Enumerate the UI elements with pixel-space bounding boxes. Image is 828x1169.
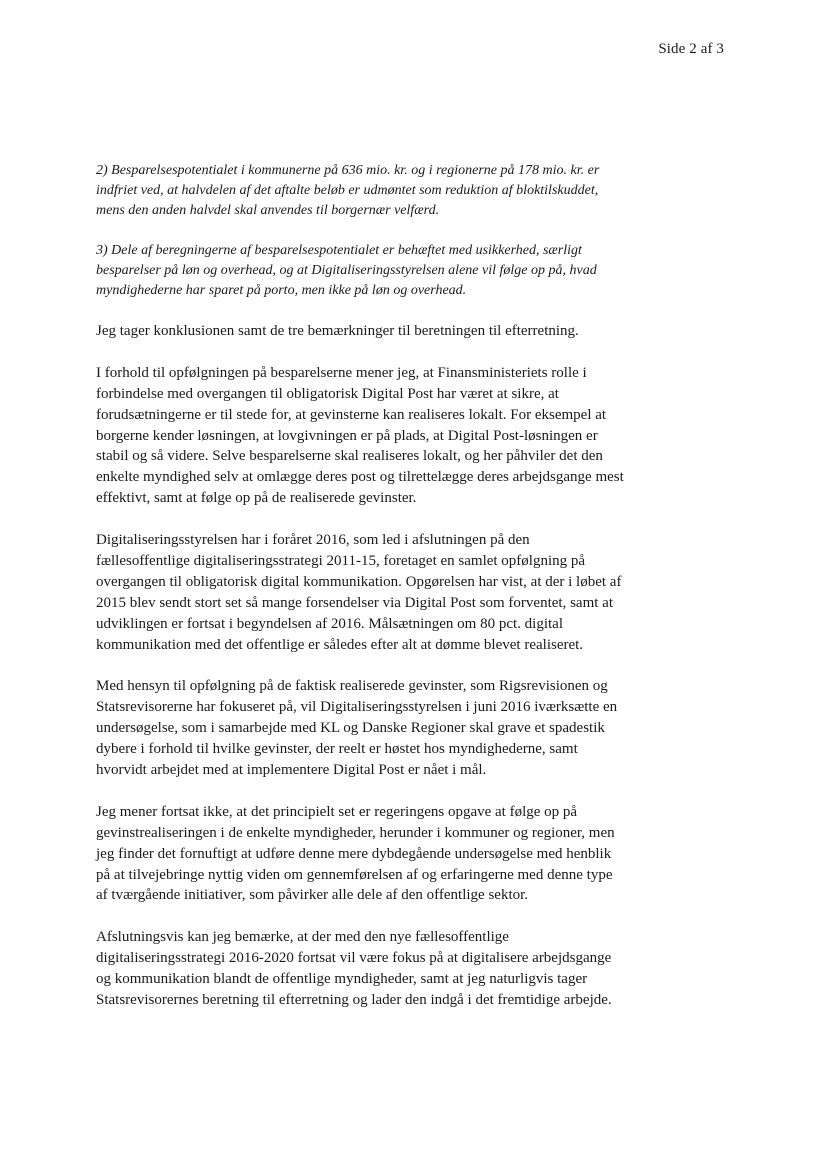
- paragraph-digitalization-agency: Digitaliseringsstyrelsen har i foråret 2016, som led i afslutningen på den fællesoffentlige digitaliseringsstrategi 2011-15, foretaget en samlet opfølgning på overgangen til obligatorisk digital kommunikation. Opgørelsen har vist, at der i løbet af 2015 blev sendt stort set så mange forsendelser via Digital Post som forventet, samt at udviklingen er fortsat i begyndelsen af 2016. Målsætningen om 80 pct. digital kommunikation med det offentlige er således efter alt at dømme blevet realiseret.: [96, 532, 622, 653]
- paragraph-savings-followup: I forhold til opfølgningen på besparelserne mener jeg, at Finansministeriets rolle i forbindelse med overgangen til obligatorisk Digital Post har været at sikre, at forudsætningerne er til stede for, at gevinsterne kan realiseres lokalt. For eksempel at borgerne kender løsningen, at lovgivningen er på plads, at Digital Post-løsningen er stabil og så videre. Selve besparelserne skal realiseres lokalt, og her påhviler det den enkelte myndighed selv at omlægge deres post og tilrettelægge deres arbejdsgange mest effektivt, samt at følge op på de realiserede gevinster.: [96, 364, 624, 507]
- paragraph-closing: Afslutningsvis kan jeg bemærke, at der med den nye fællesoffentlige digitaliseringsstrategi 2016-2020 fortsat vil være fokus på at digitalisere arbejdsgange og kommunikation blandt de offentlige myndigheder, samt at jeg naturligvis tager Statsrevisorernes beretning til efterretning og lader den indgå i det fremtidige arbejde.: [96, 929, 612, 1008]
- paragraph-realized-gains: Med hensyn til opfølgning på de faktisk realiserede gevinster, som Rigsrevisionen og Statsrevisorerne har fokuseret på, vil Digitaliseringsstyrelsen i juni 2016 iværksætte en undersøgelse, som i samarbejde med KL og Danske Regioner skal grave et spadestik dybere i forhold til hvilke gevinster, der reelt er høstet hos myndighederne, samt hvorvidt arbejdet med at implementere Digital Post er nået i mål.: [96, 678, 618, 778]
- letter-body: [96, 161, 627, 1032]
- page-number: Side 2 af 3: [658, 41, 724, 57]
- remark-3: 3) Dele af beregningerne af besparelsespotentialet er behæftet med usikkerhed, særligt besparelser på løn og overhead, og at Digitaliseringsstyrelsen alene vil følge op på, hvad myndighederne har sparet på porto, men ikke på løn og overhead.: [96, 243, 597, 298]
- remark-2: 2) Besparelsespotentialet i kommunerne på 636 mio. kr. og i regionerne på 178 mio. kr. er indfriet ved, at halvdelen af det aftalte beløb er udmøntet som reduktion af bloktilskuddet, mens den anden halvdel skal anvendes til borgernær velfærd.: [96, 163, 600, 218]
- paragraph-conclusion: Jeg tager konklusionen samt de tre bemærkninger til beretningen til efterretning.: [96, 323, 579, 339]
- paragraph-government-role: Jeg mener fortsat ikke, at det principielt set er regeringens opgave at følge op på gevinstrealiseringen i de enkelte myndigheder, herunder i kommuner og regioner, men jeg finder det fornuftigt at udføre denne mere dybdegående undersøgelse med henblik på at tilvejebringe nyttig viden om gennemførelsen af og erfaringerne med denne type af tværgående initiativer, som påvirker alle dele af den offentlige sektor.: [96, 803, 615, 904]
